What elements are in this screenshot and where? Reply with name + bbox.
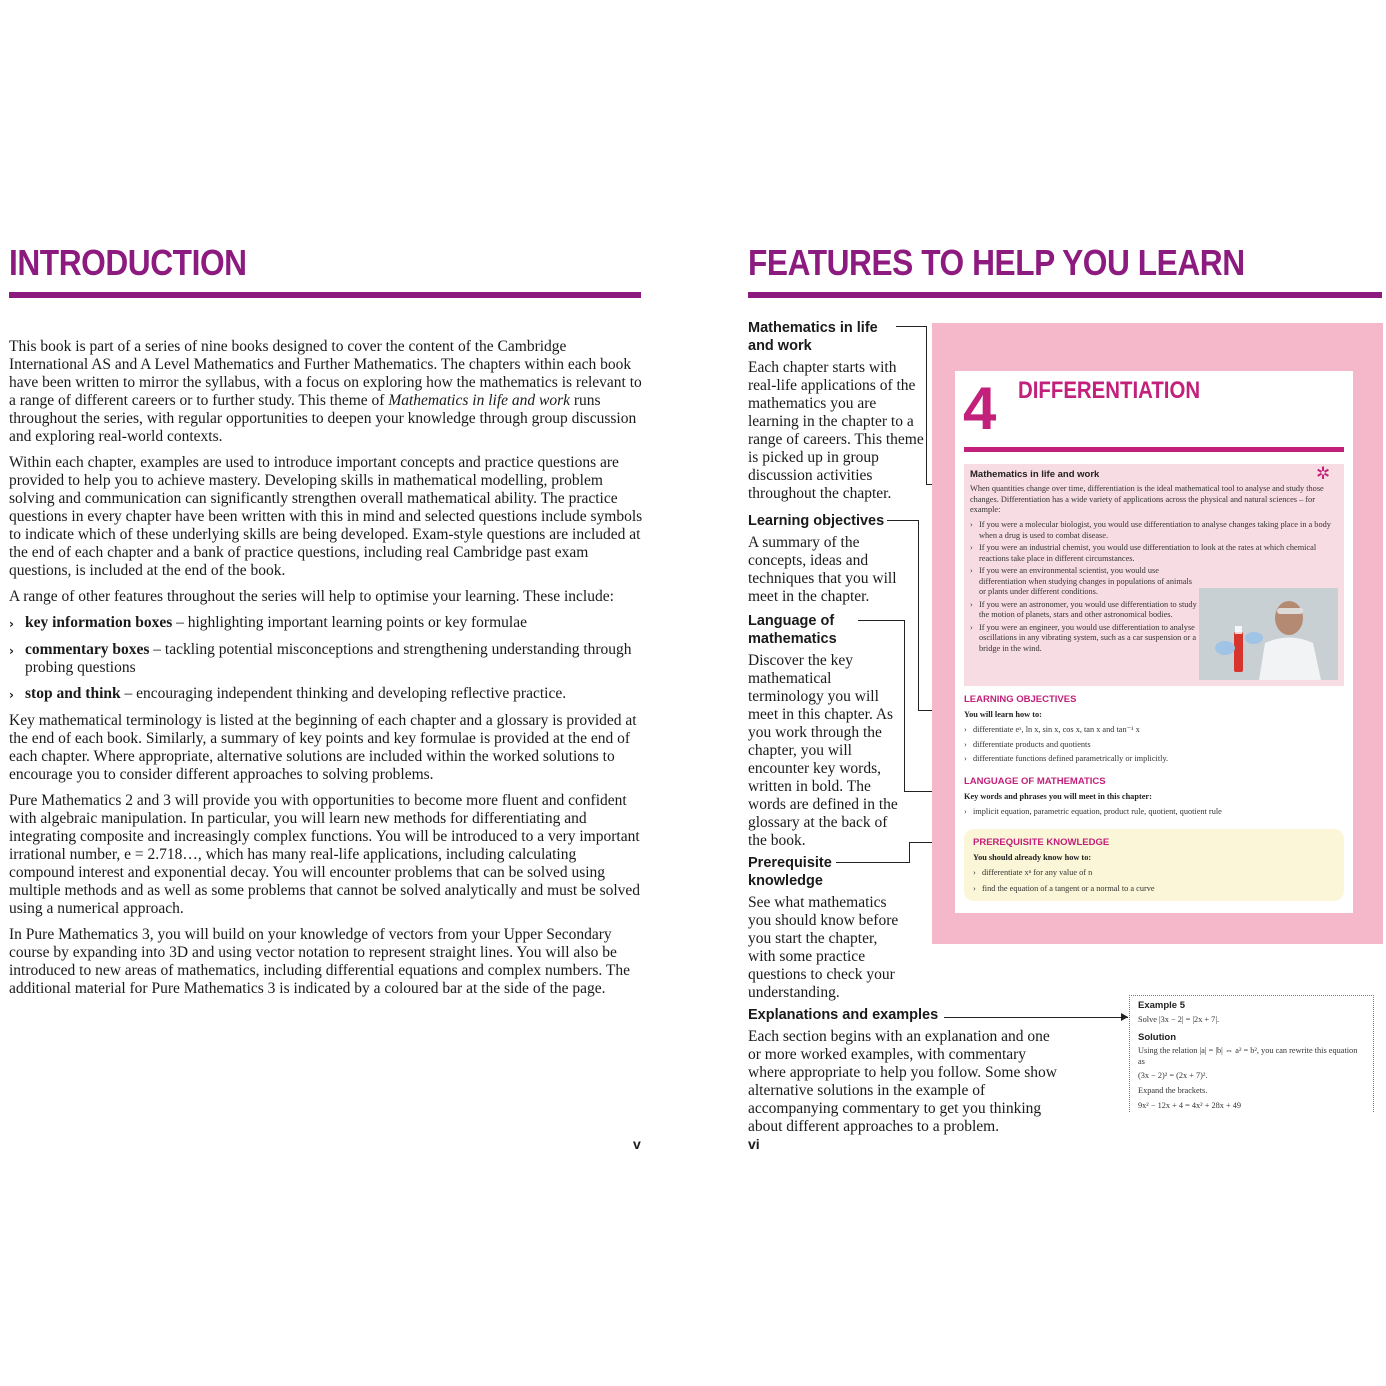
feature-heading: Mathematics in life and work xyxy=(748,320,878,354)
language-heading: LANGUAGE OF MATHEMATICS xyxy=(964,776,1106,787)
list-item: › differentiate eˣ, ln x, sin x, cos x, tan x and tan⁻¹ x xyxy=(964,725,1140,734)
feature-body: Discover the key mathematical terminology you will meet in this chapter. As you work through the chapter, you will encounter key words, written in bold. The words are defined in the glossary at the back of the book. xyxy=(748,652,898,849)
feature-heading: Explanations and examples xyxy=(748,1007,939,1023)
prerequisite-sub: You should already know how to: xyxy=(973,853,1092,862)
milw-box xyxy=(964,464,1344,686)
connector-line xyxy=(944,1017,1128,1018)
page-title-features: FEATURES TO HELP YOU LEARN xyxy=(748,242,1245,283)
chapter-rule xyxy=(964,447,1344,452)
connector-line xyxy=(858,620,905,792)
intro-paragraph-1: This book is part of a series of nine books designed to cover the content of the Cambridge International AS and A Level Mathematics and Further Mathematics. The chapters within each book have been written to mirror the syllabus, with a focus on exploring how the mathematics is relevant to a range of different careers or to further study. This theme of Mathematics in life and work runs throughout the series, with regular opportunities to deepen your knowledge through group discussion and exploring real-world contexts. xyxy=(9,338,642,445)
language-list: › implicit equation, parametric equation, product rule, quotient, quotient rule xyxy=(964,807,1222,816)
example-question: Solve |3x − 2| = |2x + 7|. xyxy=(1138,1015,1220,1024)
chevron-right-icon: › xyxy=(9,617,14,631)
feature-body: Each section begins with an explanation and one or more worked examples, with commentary where appropriate to help you follow. Some show alternative solutions in the example of accompanying commentary to get you thinking about different approaches to a problem. xyxy=(748,1028,1057,1135)
scientist-illustration xyxy=(1199,588,1338,680)
list-item: › find the equation of a tangent or a normal to a curve xyxy=(973,884,1155,893)
milw-intro: When quantities change over time, differentiation is the ideal mathematical tool to analyse and study those changes. Differentiation has a wide variety of applications across the physical and natural sciences – for example: xyxy=(970,484,1324,514)
learning-objectives-list xyxy=(964,725,1344,765)
learning-objectives-heading: LEARNING OBJECTIVES xyxy=(964,694,1077,705)
connector-line xyxy=(896,326,927,485)
introduction-body xyxy=(9,338,644,1006)
list-item: › If you were a molecular biologist, you would use differentiation to analyse changes taking place in a body when a drug is used to combat disease. xyxy=(970,520,1331,540)
solution-heading: Solution xyxy=(1138,1032,1176,1043)
bullet-stop-and-think: › stop and think – encouraging independent thinking and developing reflective practice. xyxy=(9,685,567,702)
feature-body: See what mathematics you should know before you start the chapter, with some practice questions to check your understanding. xyxy=(748,894,899,1001)
list-item: › differentiate xⁿ for any value of n xyxy=(973,868,1093,877)
list-item: › If you were an engineer, you would use differentiation to analyse oscillations in any vibrating system, such as a car suspension or a bridge in the wind. xyxy=(970,622,1197,653)
feature-prerequisite-knowledge xyxy=(748,854,908,1002)
connector-line xyxy=(836,842,910,863)
page-title-introduction: INTRODUCTION xyxy=(9,242,247,283)
feature-heading: Prerequisite knowledge xyxy=(748,855,832,889)
feature-explanations-and-examples xyxy=(748,1006,1066,1136)
arrowhead-icon xyxy=(1121,1013,1128,1021)
chapter-title: DIFFERENTIATION xyxy=(1018,377,1201,404)
example-heading: Example 5 xyxy=(1138,1000,1185,1011)
bullet-commentary: › commentary boxes – tackling potential misconceptions and strengthening understanding through probing questions xyxy=(9,641,632,676)
intro-paragraph-4: Key mathematical terminology is listed at the beginning of each chapter and a glossary is provided at the end of each book. Similarly, a summary of key points and key formulae is provided at the end of each chapter. Where appropriate, alternative solutions are included within the worked solutions to encourage you to consider different approaches to solving problems. xyxy=(9,712,637,783)
page-number-left: v xyxy=(633,1136,641,1152)
learning-objectives-sub: You will learn how to: xyxy=(964,710,1042,719)
sample-page xyxy=(955,371,1353,913)
feature-heading: Learning objectives xyxy=(748,513,885,529)
list-item: › differentiate functions defined parametrically or implicitly. xyxy=(964,754,1169,763)
prerequisite-box xyxy=(964,829,1344,901)
example-box xyxy=(1129,995,1374,1112)
chevron-right-icon: › xyxy=(9,644,14,658)
milw-heading: Mathematics in life and work xyxy=(970,469,1100,480)
title-rule xyxy=(9,292,641,298)
title-rule xyxy=(748,292,1382,298)
gear-icon: ✲ xyxy=(1316,464,1331,484)
scientist-photo xyxy=(1199,588,1338,680)
list-item: › If you were an astronomer, you would use differentiation to study the motion of planets, stars and other astronomical bodies. xyxy=(970,599,1197,619)
chapter-opener-sample xyxy=(932,323,1383,944)
solution-line: Expand the brackets. xyxy=(1138,1086,1208,1095)
list-item: › If you were an environmental scientist, you would use differentiation when studying changes in populations of animals or plants under different conditions. xyxy=(970,566,1192,596)
bullet-key-information: › key information boxes – highlighting important learning points or key formulae xyxy=(9,614,527,631)
prerequisite-heading: PREREQUISITE KNOWLEDGE xyxy=(973,837,1110,848)
intro-paragraph-2: Within each chapter, examples are used to introduce important concepts and practice questions are provided to help you to achieve mastery. Developing skills in mathematical modelling, problem solving and communication can significantly strengthen overall mathematical ability. The practice questions in every chapter have been written with this in mind and selected questions include symbols to indicate which of these underlying skills are being developed. Exam-style questions are included at the end of each chapter and a bank of practice questions, including real Cambridge past exam questions, is included at the end of the book. xyxy=(9,454,643,579)
language-sub: Key words and phrases you will meet in this chapter: xyxy=(964,792,1152,801)
feature-learning-objectives xyxy=(748,512,908,606)
solution-line: (3x − 2)² = (2x + 7)². xyxy=(1138,1071,1208,1080)
feature-body: Each chapter starts with real-life applications of the mathematics you are learning in the chapter to a range of careers. This theme is picked up in group discussion activities throughout the chapter. xyxy=(748,359,924,502)
list-item: › If you were an industrial chemist, you would use differentiation to look at the rates at which chemical reactions take place in different circumstances. xyxy=(970,543,1317,563)
intro-paragraph-6: In Pure Mathematics 3, you will build on your knowledge of vectors from your Upper Secondary course by expanding into 3D and using vector notation to represent straight lines. You will also be introduced to new areas of mathematics, including differential equations and complex numbers. The additional material for Pure Mathematics 3 is indicated by a coloured bar at the side of the page. xyxy=(9,926,630,997)
list-item: › differentiate products and quotients xyxy=(964,739,1091,749)
page-number-right: vi xyxy=(748,1136,760,1152)
intro-paragraph-3: A range of other features throughout the series will help to optimise your learning. These include: xyxy=(9,588,614,605)
solution-line: Using the relation |a| = |b| ⇔ a² = b², you can rewrite this equation as xyxy=(1138,1046,1358,1066)
solution-line: 9x² − 12x + 4 = 4x² + 28x + 49 xyxy=(1138,1101,1242,1110)
feature-heading: Language of mathematics xyxy=(748,613,837,647)
feature-body: A summary of the concepts, ideas and techniques that you will meet in the chapter. xyxy=(748,534,897,605)
intro-paragraph-5: Pure Mathematics 2 and 3 will provide you with opportunities to become more fluent and confident with algebraic manipulation. In particular, you will learn new methods for differentiating and integrating composite and increasingly complex functions. You will be introduced to a very important irrational number, e = 2.718…, which has many real-life applications, including calculating compound interest and exponential decay. You will encounter problems that can be solved using multiple methods and as well as some problems that cannot be solved analytically and must be solved using a numerical approach. xyxy=(9,792,641,917)
chapter-number: 4 xyxy=(963,375,997,442)
chevron-right-icon: › xyxy=(9,688,14,702)
